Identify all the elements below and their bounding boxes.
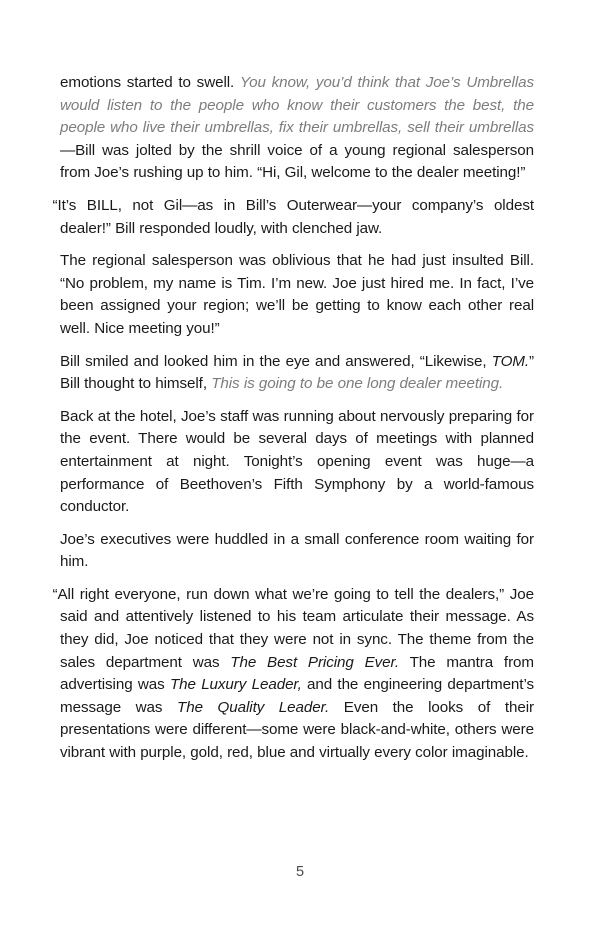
body-text: Even the looks of their presentations were different—some were black-and-white, others were vibrant with purple, gold, red, blue and virtually every color imaginable.	[60, 698, 534, 762]
inner-thought-text: This is going to be one long dealer meeting.	[211, 375, 504, 393]
body-text: The mantra from advertising was	[60, 653, 534, 694]
paragraph	[52, 584, 534, 765]
paragraph	[60, 250, 534, 340]
body-text: Bill smiled and looked him in the eye and answered, “Likewise,	[60, 352, 492, 370]
paragraph	[60, 72, 534, 185]
paragraph	[60, 406, 534, 519]
paragraph	[60, 529, 534, 574]
body-text: —Bill was jolted by the shrill voice of a young regional salesperson from Joe’s rushing up to him. “Hi, Gil, welcome to the dealer meeting!”	[60, 141, 534, 182]
body-text: and the engineering department’s message was	[60, 676, 534, 716]
emphasis-text: The Quality Leader.	[177, 698, 330, 716]
page-number: 5	[295, 864, 305, 880]
emphasis-text: The Luxury Leader,	[169, 676, 302, 694]
paragraph	[52, 195, 534, 240]
emphasis-text: TOM.	[491, 352, 530, 370]
body-text: Back at the hotel, Joe’s staff was running about nervously preparing for the event. There would be several days of meetings with planned entertainment at night. Tonight’s opening event was huge—a performance of Beethoven’s Fifth Symphony by a world-famous conductor.	[60, 407, 534, 516]
body-text: “All right everyone, run down what we’re going to tell the dealers,” Joe said and attentively listened to his team articulate their message. As they did, Joe noticed that they were not in sync. The theme from the sales department was	[52, 585, 534, 671]
body-text: emotions started to swell.	[60, 74, 240, 91]
body-text: “It’s BILL, not Gil—as in Bill’s Outerwear—your company’s oldest dealer!” Bill responded loudly, with clenched jaw.	[52, 196, 534, 237]
paragraph	[60, 351, 534, 396]
body-text: The regional salesperson was oblivious that he had just insulted Bill. “No problem, my name is Tim. I’m new. Joe just hired me. In fact, I’ve been assigned your region; we’ll be getting to know each other real well. Nice meeting you!”	[60, 252, 534, 337]
body-text: Joe’s executives were huddled in a small conference room waiting for him.	[60, 530, 534, 571]
emphasis-text: The Best Pricing Ever.	[230, 653, 400, 671]
body-text: ” Bill thought to himself,	[60, 352, 534, 393]
inner-thought-text: You know, you’d think that Joe’s Umbrellas would listen to the people who know their customers the best, the people who live their umbrellas, fix their umbrellas, sell their umbrellas	[60, 74, 534, 137]
body-text-column	[52, 72, 534, 765]
